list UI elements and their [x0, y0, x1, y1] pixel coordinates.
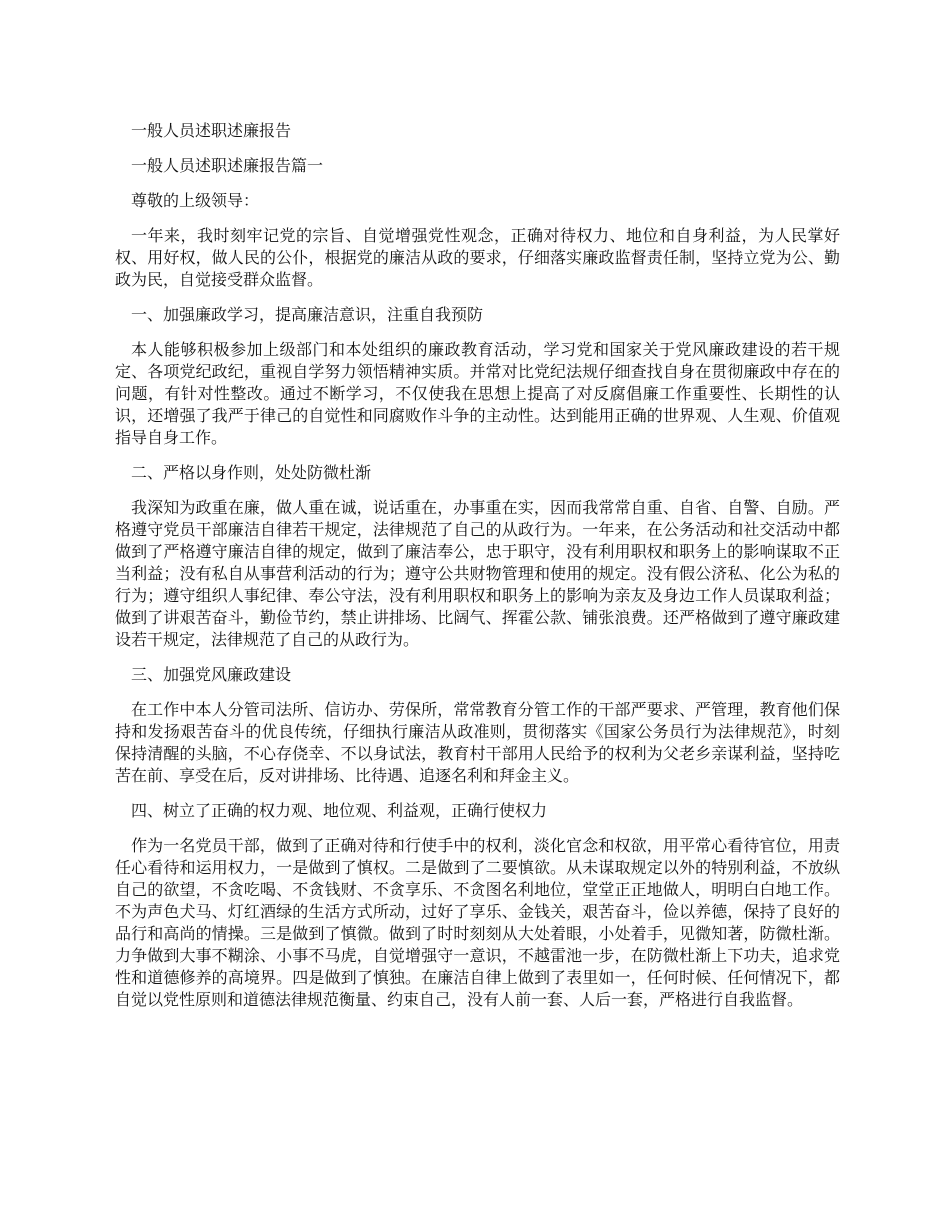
document-title: 一般人员述职述廉报告	[131, 121, 292, 140]
salutation: 尊敬的上级领导：	[131, 191, 260, 210]
section-heading-3: 三、加强党风廉政建设	[131, 665, 292, 684]
section-body-3: 在工作中本人分管司法所、信访办、劳保所，常常教育分管工作的干部严要求、严管理，教育他们保持和发扬艰苦奋斗的优良传统，仔细执行廉洁从政准则，贯彻落实《国家公务员行为法律规范》，时刻保持清醒的头脑，不心存侥幸、不以身试法，教育村干部用人民给予的权利为父老乡亲谋利益，坚持吃苦在前、享受在后，反对讲排场、比待遇、追逐名利和拜金主义。	[115, 700, 840, 785]
document-subtitle: 一般人员述职述廉报告篇一	[131, 156, 324, 175]
document-page	[115, 120, 840, 1024]
section-body-4: 作为一名党员干部，做到了正确对待和行使手中的权利，淡化官念和权欲，用平常心看待官位，用责任心看待和运用权力，一是做到了慎权。二是做到了二要慎欲。从未谋取规定以外的特别利益，不放纵自己的欲望，不贪吃喝、不贪钱财、不贪享乐、不贪图名利地位，堂堂正正地做人，明明白白地工作。不为声色犬马、灯红酒绿的生活方式所动，过好了享乐、金钱关，艰苦奋斗，俭以养德，保持了良好的品行和高尚的情操。三是做到了慎微。做到了时时刻刻从大处着眼，小处着手，见微知著，防微杜渐。力争做到大事不糊涂、小事不马虎，自觉增强守一意识，不越雷池一步，在防微杜渐上下功夫，追求党性和道德修养的高境界。四是做到了慎独。在廉洁自律上做到了表里如一，任何时候、任何情况下，都自觉以党性原则和道德法律规范衡量、约束自己，没有人前一套、人后一套，严格进行自我监督。	[115, 836, 840, 1009]
section-heading-4: 四、树立了正确的权力观、地位观、利益观，正确行使权力	[131, 801, 548, 820]
section-heading-1: 一、加强廉政学习，提高廉洁意识，注重自我预防	[131, 305, 484, 324]
section-body-2: 我深知为政重在廉，做人重在诚，说话重在，办事重在实，因而我常常自重、自省、自警、自励。严格遵守党员干部廉洁自律若干规定，法律规范了自己的从政行为。一年来，在公务活动和社交活动中都做到了严格遵守廉洁自律的规定，做到了廉洁奉公，忠于职守，没有利用职权和职务上的影响谋取不正当利益；没有私自从事营利活动的行为；遵守公共财物管理和使用的规定。没有假公济私、化公为私的行为；遵守组织人事纪律、奉公守法，没有利用职权和职务上的影响为亲友及身边工作人员谋取利益；做到了讲艰苦奋斗，勤俭节约，禁止讲排场、比阔气、挥霍公款、铺张浪费。还严格做到了遵守廉政建设若干规定，法律规范了自己的从政行为。	[115, 498, 840, 649]
section-body-1: 本人能够积极参加上级部门和本处组织的廉政教育活动，学习党和国家关于党风廉政建设的若干规定、各项党纪政纪，重视自学努力领悟精神实质。并常对比党纪法规仔细查找自身在贯彻廉政中存在的问题，有针对性整改。通过不断学习，不仅使我在思想上提高了对反腐倡廉工作重要性、长期性的认识，还增强了我严于律己的自觉性和同腐败作斗争的主动性。达到能用正确的世界观、人生观、价值观指导自身工作。	[115, 340, 840, 447]
section-heading-2: 二、严格以身作则，处处防微杜渐	[131, 463, 372, 482]
intro-paragraph: 一年来，我时刻牢记党的宗旨、自觉增强党性观念，正确对待权力、地位和自身利益，为人民掌好权、用好权，做人民的公仆，根据党的廉洁从政的要求，仔细落实廉政监督责任制，坚持立党为公、勤政为民，自觉接受群众监督。	[115, 226, 840, 289]
